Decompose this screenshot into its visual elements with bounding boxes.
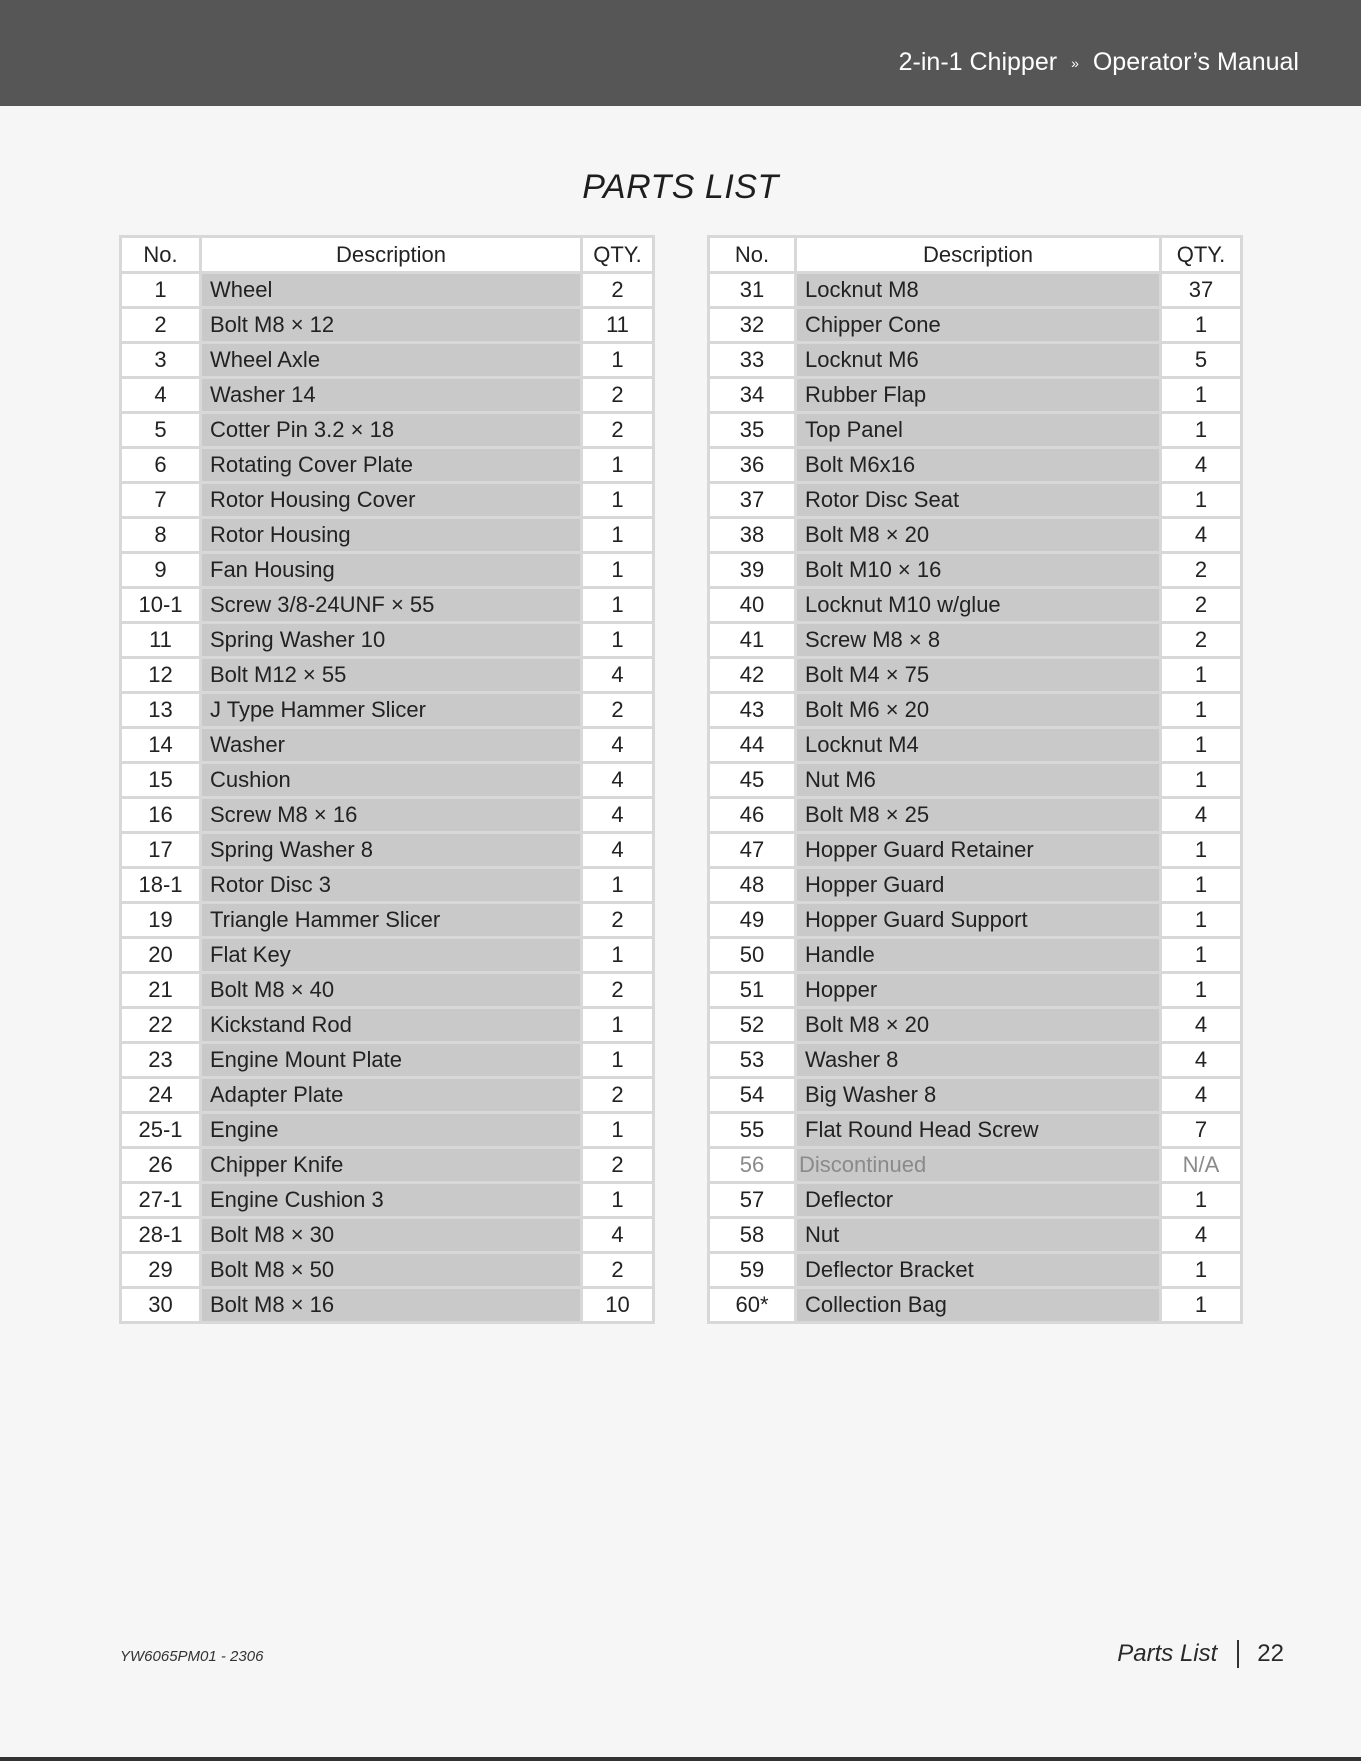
part-quantity: 1 bbox=[1161, 1183, 1242, 1218]
table-row bbox=[709, 728, 1242, 763]
table-row bbox=[121, 1008, 654, 1043]
part-number: 20 bbox=[121, 938, 201, 973]
part-quantity: 2 bbox=[582, 973, 654, 1008]
part-number: 7 bbox=[121, 483, 201, 518]
part-description: Hopper Guard Retainer bbox=[796, 833, 1161, 868]
part-quantity: 4 bbox=[1161, 1078, 1242, 1113]
part-description: Bolt M8 × 40 bbox=[201, 973, 582, 1008]
part-quantity: 1 bbox=[582, 588, 654, 623]
part-quantity: 2 bbox=[582, 413, 654, 448]
part-number: 26 bbox=[121, 1148, 201, 1183]
part-number: 19 bbox=[121, 903, 201, 938]
table-row bbox=[121, 693, 654, 728]
table-row bbox=[121, 553, 654, 588]
table-row bbox=[709, 1218, 1242, 1253]
part-number: 1 bbox=[121, 273, 201, 308]
column-header-qty: QTY. bbox=[1161, 237, 1242, 273]
part-description: Hopper bbox=[796, 973, 1161, 1008]
part-quantity: 7 bbox=[1161, 1113, 1242, 1148]
part-quantity: 4 bbox=[1161, 1008, 1242, 1043]
part-quantity: 1 bbox=[582, 448, 654, 483]
part-description: Rotor Disc 3 bbox=[201, 868, 582, 903]
table-row bbox=[121, 378, 654, 413]
part-number: 12 bbox=[121, 658, 201, 693]
part-quantity: 2 bbox=[582, 273, 654, 308]
part-number: 54 bbox=[709, 1078, 796, 1113]
table-row bbox=[709, 1288, 1242, 1323]
part-quantity: 1 bbox=[1161, 728, 1242, 763]
part-quantity: 37 bbox=[1161, 273, 1242, 308]
part-quantity: 10 bbox=[582, 1288, 654, 1323]
table-row bbox=[709, 623, 1242, 658]
table-row bbox=[121, 1288, 654, 1323]
table-row bbox=[121, 798, 654, 833]
table-row bbox=[121, 1253, 654, 1288]
part-quantity: 1 bbox=[582, 518, 654, 553]
part-quantity: 1 bbox=[582, 553, 654, 588]
table-row bbox=[709, 378, 1242, 413]
table-row bbox=[709, 1183, 1242, 1218]
part-number: 21 bbox=[121, 973, 201, 1008]
table-row bbox=[121, 1043, 654, 1078]
part-quantity: 1 bbox=[582, 483, 654, 518]
part-number: 6 bbox=[121, 448, 201, 483]
part-description: Rotor Disc Seat bbox=[796, 483, 1161, 518]
page-number: 22 bbox=[1257, 1640, 1284, 1667]
table-row bbox=[709, 868, 1242, 903]
part-number: 40 bbox=[709, 588, 796, 623]
part-number: 25-1 bbox=[121, 1113, 201, 1148]
part-quantity: 1 bbox=[1161, 1253, 1242, 1288]
part-quantity: 4 bbox=[582, 833, 654, 868]
part-number: 10-1 bbox=[121, 588, 201, 623]
part-number: 48 bbox=[709, 868, 796, 903]
part-number: 22 bbox=[121, 1008, 201, 1043]
part-number: 16 bbox=[121, 798, 201, 833]
part-quantity: 2 bbox=[582, 903, 654, 938]
part-quantity: 1 bbox=[1161, 938, 1242, 973]
table-row bbox=[709, 1008, 1242, 1043]
part-description: Flat Round Head Screw bbox=[796, 1113, 1161, 1148]
part-quantity: 4 bbox=[582, 798, 654, 833]
part-description: Cotter Pin 3.2 × 18 bbox=[201, 413, 582, 448]
column-header-description: Description bbox=[201, 237, 582, 273]
table-row bbox=[709, 343, 1242, 378]
part-description: Rotor Housing Cover bbox=[201, 483, 582, 518]
part-quantity: 1 bbox=[582, 623, 654, 658]
part-description: Locknut M4 bbox=[796, 728, 1161, 763]
table-row bbox=[121, 308, 654, 343]
table-row bbox=[121, 273, 654, 308]
part-quantity: 11 bbox=[582, 308, 654, 343]
part-number: 36 bbox=[709, 448, 796, 483]
table-row bbox=[709, 553, 1242, 588]
part-description: Bolt M8 × 20 bbox=[796, 1008, 1161, 1043]
part-number: 23 bbox=[121, 1043, 201, 1078]
part-quantity: 1 bbox=[1161, 1288, 1242, 1323]
part-quantity: 4 bbox=[1161, 1218, 1242, 1253]
part-number: 42 bbox=[709, 658, 796, 693]
page-footer bbox=[1117, 1640, 1284, 1668]
part-quantity: 1 bbox=[1161, 378, 1242, 413]
table-header-row bbox=[709, 237, 1242, 273]
part-description: Nut M6 bbox=[796, 763, 1161, 798]
table-row bbox=[709, 518, 1242, 553]
part-number: 45 bbox=[709, 763, 796, 798]
part-description: Adapter Plate bbox=[201, 1078, 582, 1113]
part-description: Bolt M8 × 25 bbox=[796, 798, 1161, 833]
part-description: Engine bbox=[201, 1113, 582, 1148]
table-row bbox=[709, 1253, 1242, 1288]
part-description: Washer bbox=[201, 728, 582, 763]
part-quantity: 2 bbox=[582, 1253, 654, 1288]
table-row bbox=[709, 273, 1242, 308]
part-quantity: 4 bbox=[1161, 448, 1242, 483]
table-row bbox=[121, 1148, 654, 1183]
part-description: Engine Cushion 3 bbox=[201, 1183, 582, 1218]
part-description: Rotating Cover Plate bbox=[201, 448, 582, 483]
part-quantity: 4 bbox=[582, 658, 654, 693]
part-description: Bolt M4 × 75 bbox=[796, 658, 1161, 693]
table-row bbox=[121, 973, 654, 1008]
table-row bbox=[121, 763, 654, 798]
part-quantity: 5 bbox=[1161, 343, 1242, 378]
part-number: 15 bbox=[121, 763, 201, 798]
part-number: 44 bbox=[709, 728, 796, 763]
part-quantity: 2 bbox=[582, 1078, 654, 1113]
part-number: 55 bbox=[709, 1113, 796, 1148]
part-description: Screw M8 × 16 bbox=[201, 798, 582, 833]
part-quantity: 1 bbox=[582, 1113, 654, 1148]
part-number: 29 bbox=[121, 1253, 201, 1288]
part-quantity: 4 bbox=[582, 728, 654, 763]
table-row bbox=[709, 1148, 1242, 1183]
part-number: 34 bbox=[709, 378, 796, 413]
part-description: Bolt M8 × 50 bbox=[201, 1253, 582, 1288]
table-row bbox=[709, 413, 1242, 448]
table-header-row bbox=[121, 237, 654, 273]
table-row bbox=[121, 588, 654, 623]
product-name: 2-in-1 Chipper bbox=[898, 48, 1058, 76]
table-row bbox=[709, 308, 1242, 343]
part-description: Bolt M8 × 12 bbox=[201, 308, 582, 343]
breadcrumb bbox=[899, 48, 1299, 77]
page-header bbox=[0, 0, 1361, 106]
part-number: 31 bbox=[709, 273, 796, 308]
manual-name: Operator’s Manual bbox=[1092, 48, 1299, 76]
part-number: 60* bbox=[709, 1288, 796, 1323]
part-number: 13 bbox=[121, 693, 201, 728]
part-number: 56 bbox=[709, 1148, 796, 1183]
part-quantity: 1 bbox=[582, 868, 654, 903]
part-quantity: 1 bbox=[582, 938, 654, 973]
table-row bbox=[121, 1078, 654, 1113]
table-row bbox=[709, 763, 1242, 798]
part-quantity: 1 bbox=[1161, 693, 1242, 728]
part-quantity: 1 bbox=[582, 1043, 654, 1078]
part-quantity: 1 bbox=[1161, 868, 1242, 903]
part-number: 52 bbox=[709, 1008, 796, 1043]
table-row bbox=[121, 938, 654, 973]
part-number: 53 bbox=[709, 1043, 796, 1078]
part-number: 47 bbox=[709, 833, 796, 868]
part-quantity: 1 bbox=[1161, 483, 1242, 518]
part-quantity: 4 bbox=[582, 763, 654, 798]
part-description: Bolt M8 × 30 bbox=[201, 1218, 582, 1253]
table-row bbox=[121, 518, 654, 553]
part-number: 38 bbox=[709, 518, 796, 553]
part-description: Top Panel bbox=[796, 413, 1161, 448]
part-description: Flat Key bbox=[201, 938, 582, 973]
part-description: Screw 3/8-24UNF × 55 bbox=[201, 588, 582, 623]
part-quantity: 2 bbox=[1161, 623, 1242, 658]
table-row bbox=[709, 973, 1242, 1008]
part-quantity: 1 bbox=[582, 1008, 654, 1043]
part-quantity: 4 bbox=[582, 1218, 654, 1253]
part-number: 2 bbox=[121, 308, 201, 343]
table-row bbox=[121, 623, 654, 658]
table-row bbox=[121, 833, 654, 868]
part-number: 18-1 bbox=[121, 868, 201, 903]
section-label: Parts List bbox=[1117, 1640, 1218, 1667]
table-row bbox=[121, 903, 654, 938]
table-row bbox=[121, 413, 654, 448]
part-description: Spring Washer 8 bbox=[201, 833, 582, 868]
part-description: Cushion bbox=[201, 763, 582, 798]
part-number: 30 bbox=[121, 1288, 201, 1323]
footer-divider bbox=[1237, 1640, 1239, 1668]
part-quantity: 1 bbox=[1161, 413, 1242, 448]
part-description: Locknut M6 bbox=[796, 343, 1161, 378]
part-description: Locknut M10 w/glue bbox=[796, 588, 1161, 623]
part-description: Fan Housing bbox=[201, 553, 582, 588]
table-row bbox=[121, 1183, 654, 1218]
part-quantity: 2 bbox=[582, 693, 654, 728]
part-number: 49 bbox=[709, 903, 796, 938]
part-quantity: 4 bbox=[1161, 518, 1242, 553]
table-row bbox=[121, 343, 654, 378]
part-description: Engine Mount Plate bbox=[201, 1043, 582, 1078]
table-row bbox=[121, 728, 654, 763]
part-description: Collection Bag bbox=[796, 1288, 1161, 1323]
part-quantity: 1 bbox=[1161, 658, 1242, 693]
part-quantity: 2 bbox=[582, 378, 654, 413]
part-quantity: 2 bbox=[1161, 553, 1242, 588]
part-number: 32 bbox=[709, 308, 796, 343]
part-description: Nut bbox=[796, 1218, 1161, 1253]
part-number: 51 bbox=[709, 973, 796, 1008]
part-description: Washer 14 bbox=[201, 378, 582, 413]
part-quantity: 1 bbox=[1161, 973, 1242, 1008]
part-number: 24 bbox=[121, 1078, 201, 1113]
part-quantity: 1 bbox=[582, 1183, 654, 1218]
part-number: 57 bbox=[709, 1183, 796, 1218]
part-quantity: 2 bbox=[1161, 588, 1242, 623]
table-row bbox=[709, 693, 1242, 728]
column-header-no: No. bbox=[121, 237, 201, 273]
part-description: Wheel bbox=[201, 273, 582, 308]
part-number: 11 bbox=[121, 623, 201, 658]
part-description: Screw M8 × 8 bbox=[796, 623, 1161, 658]
part-number: 35 bbox=[709, 413, 796, 448]
part-number: 4 bbox=[121, 378, 201, 413]
table-row bbox=[709, 833, 1242, 868]
part-description: Deflector bbox=[796, 1183, 1161, 1218]
part-quantity: 4 bbox=[1161, 1043, 1242, 1078]
part-quantity: 1 bbox=[1161, 308, 1242, 343]
table-row bbox=[709, 798, 1242, 833]
part-number: 3 bbox=[121, 343, 201, 378]
part-description: J Type Hammer Slicer bbox=[201, 693, 582, 728]
table-row bbox=[709, 903, 1242, 938]
part-number: 50 bbox=[709, 938, 796, 973]
table-row bbox=[121, 448, 654, 483]
part-description: Big Washer 8 bbox=[796, 1078, 1161, 1113]
part-description: Hopper Guard bbox=[796, 868, 1161, 903]
part-description: Deflector Bracket bbox=[796, 1253, 1161, 1288]
part-number: 9 bbox=[121, 553, 201, 588]
part-number: 41 bbox=[709, 623, 796, 658]
part-description: Rubber Flap bbox=[796, 378, 1161, 413]
part-quantity: 1 bbox=[1161, 833, 1242, 868]
part-description: Wheel Axle bbox=[201, 343, 582, 378]
table-row bbox=[709, 658, 1242, 693]
part-quantity: N/A bbox=[1161, 1148, 1242, 1183]
table-row bbox=[121, 1218, 654, 1253]
part-quantity: 4 bbox=[1161, 798, 1242, 833]
column-header-no: No. bbox=[709, 237, 796, 273]
part-description: Locknut M8 bbox=[796, 273, 1161, 308]
table-row bbox=[709, 1113, 1242, 1148]
part-number: 37 bbox=[709, 483, 796, 518]
part-quantity: 1 bbox=[582, 343, 654, 378]
part-number: 46 bbox=[709, 798, 796, 833]
table-row bbox=[121, 658, 654, 693]
part-number: 28-1 bbox=[121, 1218, 201, 1253]
table-row bbox=[709, 483, 1242, 518]
part-description: Bolt M10 × 16 bbox=[796, 553, 1161, 588]
table-row bbox=[709, 448, 1242, 483]
bottom-rule bbox=[0, 1757, 1361, 1761]
part-description: Washer 8 bbox=[796, 1043, 1161, 1078]
part-description: Bolt M6 × 20 bbox=[796, 693, 1161, 728]
table-row bbox=[709, 1043, 1242, 1078]
part-description: Kickstand Rod bbox=[201, 1008, 582, 1043]
table-row bbox=[121, 868, 654, 903]
part-description: Bolt M6x16 bbox=[796, 448, 1161, 483]
table-row bbox=[121, 1113, 654, 1148]
table-row bbox=[121, 483, 654, 518]
part-description: Handle bbox=[796, 938, 1161, 973]
part-description: Spring Washer 10 bbox=[201, 623, 582, 658]
table-row bbox=[709, 938, 1242, 973]
parts-table-right bbox=[707, 235, 1243, 1324]
table-row bbox=[709, 1078, 1242, 1113]
part-number: 8 bbox=[121, 518, 201, 553]
table-row bbox=[709, 588, 1242, 623]
part-number: 14 bbox=[121, 728, 201, 763]
breadcrumb-separator-icon: » bbox=[1071, 54, 1079, 71]
part-number: 33 bbox=[709, 343, 796, 378]
part-description: Hopper Guard Support bbox=[796, 903, 1161, 938]
part-quantity: 2 bbox=[582, 1148, 654, 1183]
part-quantity: 1 bbox=[1161, 903, 1242, 938]
part-number: 58 bbox=[709, 1218, 796, 1253]
page-title: PARTS LIST bbox=[582, 168, 779, 206]
part-number: 43 bbox=[709, 693, 796, 728]
column-header-qty: QTY. bbox=[582, 237, 654, 273]
part-description: Bolt M12 × 55 bbox=[201, 658, 582, 693]
document-code: YW6065PM01 - 2306 bbox=[120, 1648, 264, 1665]
part-description: Bolt M8 × 20 bbox=[796, 518, 1161, 553]
part-quantity: 1 bbox=[1161, 763, 1242, 798]
part-description: Chipper Cone bbox=[796, 308, 1161, 343]
part-description: Bolt M8 × 16 bbox=[201, 1288, 582, 1323]
part-description: Chipper Knife bbox=[201, 1148, 582, 1183]
part-description: Triangle Hammer Slicer bbox=[201, 903, 582, 938]
part-number: 17 bbox=[121, 833, 201, 868]
part-number: 27-1 bbox=[121, 1183, 201, 1218]
part-number: 39 bbox=[709, 553, 796, 588]
parts-table-left bbox=[119, 235, 655, 1324]
column-header-description: Description bbox=[796, 237, 1161, 273]
part-number: 59 bbox=[709, 1253, 796, 1288]
part-number: 5 bbox=[121, 413, 201, 448]
part-description: Discontinued bbox=[796, 1148, 1161, 1183]
part-description: Rotor Housing bbox=[201, 518, 582, 553]
